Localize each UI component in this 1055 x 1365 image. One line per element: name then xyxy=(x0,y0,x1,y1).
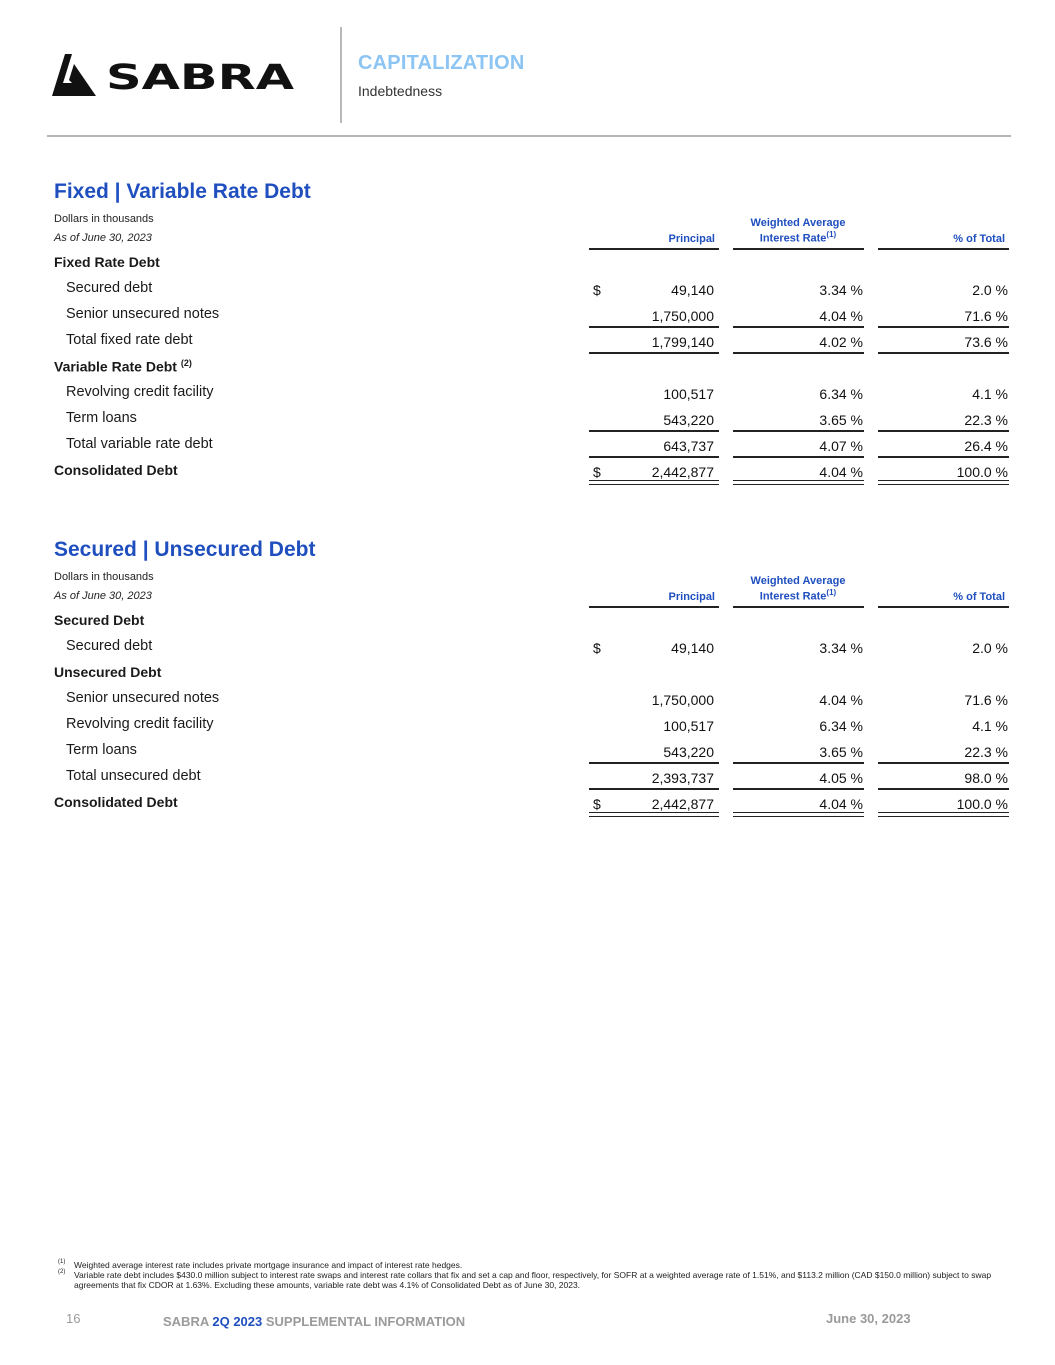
col-rate-note: (1) xyxy=(826,230,837,239)
table-row xyxy=(0,280,1055,306)
table-row xyxy=(0,638,1055,664)
subtotal-rule xyxy=(878,430,1009,432)
svg-text:SABRA: SABRA xyxy=(106,58,294,98)
row-label: Secured debt xyxy=(66,280,153,296)
subtotal-rule xyxy=(733,430,864,432)
principal-value: 100,517 xyxy=(663,718,714,734)
total-double-rule xyxy=(733,812,864,817)
col-principal: Principal xyxy=(668,233,715,245)
subtotal-rule xyxy=(589,788,719,790)
row-label: Total variable rate debt xyxy=(66,436,213,452)
pct-value: 73.6 % xyxy=(964,334,1008,350)
principal-value: 100,517 xyxy=(663,386,714,402)
units-note: Dollars in thousands xyxy=(54,213,154,225)
total-double-rule xyxy=(878,812,1009,817)
row-label: Term loans xyxy=(66,410,137,426)
pct-value: 26.4 % xyxy=(964,438,1008,454)
section-title: Fixed | Variable Rate Debt xyxy=(54,180,311,203)
subtotal-rule xyxy=(878,352,1009,354)
subtotal-rule xyxy=(733,788,864,790)
subtotal-rule xyxy=(589,456,719,458)
col-rate-line1: Weighted Average xyxy=(750,217,846,229)
page-number: 16 xyxy=(66,1311,81,1326)
total-double-rule xyxy=(589,812,719,817)
col-rate-line1: Weighted Average xyxy=(750,575,846,587)
header-underline xyxy=(878,606,1009,608)
subtotal-rule xyxy=(878,788,1009,790)
rate-value: 3.34 % xyxy=(819,640,863,656)
principal-value: 543,220 xyxy=(663,744,714,760)
pct-value: 2.0 % xyxy=(972,282,1008,298)
header-underline xyxy=(733,248,864,250)
table-row xyxy=(0,410,1055,436)
subtotal-rule xyxy=(589,352,719,354)
header-underline xyxy=(589,606,719,608)
principal-value: 1,799,140 xyxy=(651,334,714,350)
footer-date: June 30, 2023 xyxy=(826,1311,911,1326)
row-label: Fixed Rate Debt xyxy=(54,254,160,270)
pct-value: 4.1 % xyxy=(972,386,1008,402)
col-rate-line2: Interest Rate xyxy=(759,232,827,245)
table-row xyxy=(0,306,1055,332)
subtotal-rule xyxy=(589,762,719,764)
row-label: Senior unsecured notes xyxy=(66,690,220,706)
page-title: CAPITALIZATION xyxy=(358,52,525,74)
table-row xyxy=(0,690,1055,716)
rate-value: 4.04 % xyxy=(819,692,863,708)
subtotal-rule xyxy=(878,456,1009,458)
principal-value: 2,393,737 xyxy=(651,770,714,786)
header-underline xyxy=(878,248,1009,250)
principal-value: 49,140 xyxy=(671,640,714,656)
subtotal-rule xyxy=(733,762,864,764)
pct-value: 100.0 % xyxy=(956,796,1008,812)
row-label: Revolving credit facility xyxy=(66,384,214,400)
total-double-rule xyxy=(878,480,1009,485)
total-double-rule xyxy=(589,480,719,485)
page-subtitle: Indebtedness xyxy=(358,83,443,99)
col-principal: Principal xyxy=(668,591,715,603)
table-row xyxy=(0,716,1055,742)
subtotal-rule xyxy=(589,430,719,432)
table-row xyxy=(0,742,1055,768)
table-row xyxy=(0,436,1055,462)
row-label: Total fixed rate debt xyxy=(66,332,193,348)
footer-brand-a: SABRA xyxy=(163,1314,213,1329)
rate-value: 4.05 % xyxy=(819,770,863,786)
rate-value: 4.07 % xyxy=(819,438,863,454)
table-row xyxy=(0,332,1055,358)
rate-value: 4.02 % xyxy=(819,334,863,350)
section-title: Secured | Unsecured Debt xyxy=(54,538,316,561)
row-label: Consolidated Debt xyxy=(54,462,178,478)
principal-value: 49,140 xyxy=(671,282,714,298)
rate-value: 3.34 % xyxy=(819,282,863,298)
units-note: Dollars in thousands xyxy=(54,571,154,583)
table-row xyxy=(0,254,1055,280)
pct-value: 98.0 % xyxy=(964,770,1008,786)
footnote-text: Weighted average interest rate includes private mortgage insurance and impact of interest rate hedges. xyxy=(74,1260,463,1270)
table-row xyxy=(0,384,1055,410)
dollar-sign: $ xyxy=(593,282,601,298)
row-label: Term loans xyxy=(66,742,137,758)
dollar-sign: $ xyxy=(593,796,601,812)
subtotal-rule xyxy=(733,352,864,354)
row-label: Consolidated Debt xyxy=(54,794,178,810)
dollar-sign: $ xyxy=(593,464,601,480)
col-rate-line2: Interest Rate xyxy=(759,590,827,603)
pct-value: 2.0 % xyxy=(972,640,1008,656)
col-rate xyxy=(733,575,863,603)
pct-value: 71.6 % xyxy=(964,308,1008,324)
pct-value: 22.3 % xyxy=(964,744,1008,760)
table-row xyxy=(0,358,1055,384)
col-rate xyxy=(733,217,863,245)
row-label: Revolving credit facility xyxy=(66,716,214,732)
footnote-text: Variable rate debt includes $430.0 million subject to interest rate swaps and interest rate collars that fix and set a cap and floor, respectively, for SOFR at a weighted average rate of 1.51%, and $113.2 million (CAD $150.0 million) subject to swap agreements that fix CDOR at 1.63%. Excluding these amounts, variable rate debt was 4.1% of Consolidated Debt as of June 30, 2023. xyxy=(74,1270,992,1290)
pct-value: 71.6 % xyxy=(964,692,1008,708)
header-underline xyxy=(589,248,719,250)
principal-value: 2,442,877 xyxy=(651,796,714,812)
total-double-rule xyxy=(733,480,864,485)
row-label xyxy=(54,358,192,375)
footnote-mark: (1) xyxy=(58,1259,66,1265)
row-label-text: Variable Rate Debt xyxy=(54,358,177,375)
principal-value: 643,737 xyxy=(663,438,714,454)
subtotal-rule xyxy=(878,762,1009,764)
header-divider xyxy=(340,27,342,123)
pct-value: 4.1 % xyxy=(972,718,1008,734)
footnote-ref: (2) xyxy=(180,358,192,368)
header-rule xyxy=(47,135,1011,137)
subtotal-rule xyxy=(878,326,1009,328)
rate-value: 4.04 % xyxy=(819,308,863,324)
row-label: Senior unsecured notes xyxy=(66,306,220,322)
header-underline xyxy=(733,606,864,608)
row-label: Secured Debt xyxy=(54,612,145,628)
table-row xyxy=(0,612,1055,638)
sabra-logo xyxy=(52,50,297,100)
principal-value: 1,750,000 xyxy=(651,692,714,708)
rate-value: 4.04 % xyxy=(819,464,863,480)
table-row xyxy=(0,768,1055,794)
footer-brand-period: 2Q 2023 xyxy=(212,1314,263,1329)
rate-value: 4.04 % xyxy=(819,796,863,812)
col-pct: % of Total xyxy=(953,591,1005,603)
col-rate-note: (1) xyxy=(826,588,837,597)
rate-value: 3.65 % xyxy=(819,744,863,760)
principal-value: 1,750,000 xyxy=(651,308,714,324)
subtotal-rule xyxy=(733,456,864,458)
table-row xyxy=(0,664,1055,690)
col-pct: % of Total xyxy=(953,233,1005,245)
principal-value: 543,220 xyxy=(663,412,714,428)
row-label: Total unsecured debt xyxy=(66,768,201,784)
as-of-date: As of June 30, 2023 xyxy=(54,590,152,602)
rate-value: 6.34 % xyxy=(819,718,863,734)
as-of-date: As of June 30, 2023 xyxy=(54,232,152,244)
pct-value: 100.0 % xyxy=(956,464,1008,480)
footer-brand xyxy=(163,1314,465,1329)
dollar-sign: $ xyxy=(593,640,601,656)
principal-value: 2,442,877 xyxy=(651,464,714,480)
pct-value: 22.3 % xyxy=(964,412,1008,428)
footer-brand-c: SUPPLEMENTAL INFORMATION xyxy=(262,1314,466,1329)
rate-value: 6.34 % xyxy=(819,386,863,402)
row-label: Unsecured Debt xyxy=(54,664,162,680)
footnote-mark: (2) xyxy=(58,1269,66,1275)
rate-value: 3.65 % xyxy=(819,412,863,428)
row-label: Secured debt xyxy=(66,638,153,654)
subtotal-rule xyxy=(733,326,864,328)
subtotal-rule xyxy=(589,326,719,328)
